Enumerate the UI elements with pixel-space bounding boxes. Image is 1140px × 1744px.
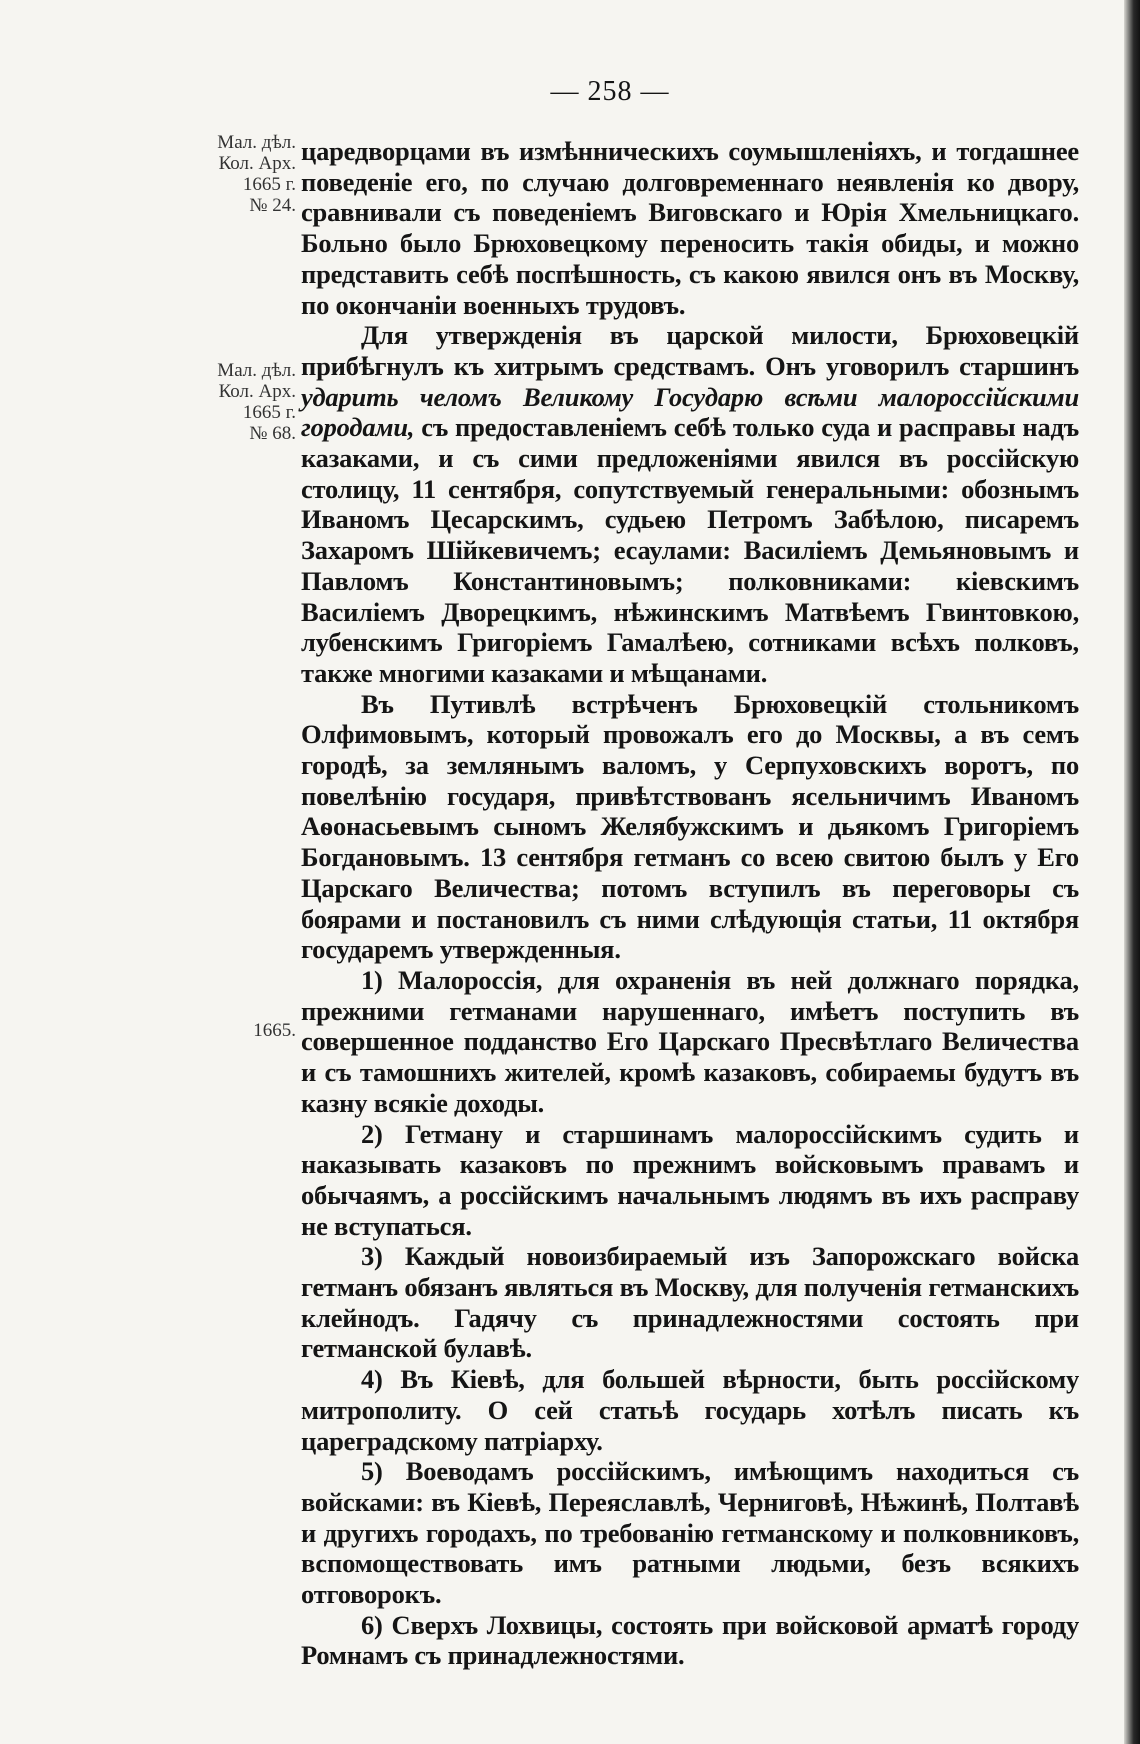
margin-note-archive-24 — [188, 132, 296, 216]
margin-note-archive-68 — [188, 360, 296, 444]
article-3: 3) Каждый новоизбираемый изъ Запорожскаго войска гетманъ обязанъ являться въ Москву, для полученія гетманскихъ клейнодъ. Гадячу съ принадлежностями состоять при гетманской булавѣ. — [301, 1241, 1079, 1364]
body-text — [301, 136, 1079, 1671]
page-number: — 258 — — [550, 76, 670, 107]
paragraph: царедворцами въ измѣнническихъ соумышленіяхъ, и тогдашнее поведеніе его, по случаю долговременнаго неявленія ко двору, сравнивали съ поведеніемъ Виговскаго и Юрія Хмельницкаго. Больно было Брюховецкому переносить такія обиды, и можно представить себѣ поспѣшность, съ какою явился онъ въ Москву, по окончаніи военныхъ трудовъ. — [301, 136, 1079, 320]
paragraph — [301, 320, 1079, 688]
paragraph-text: Для утвержденія въ царской милости, Брюховецкій прибѣгнулъ къ хитрымъ средствамъ. Онъ уговорилъ старшинъ — [301, 320, 1079, 381]
article-4: 4) Въ Кіевѣ, для большей вѣрности, быть россійскому митрополиту. О сей статьѣ государь хотѣлъ писать къ цареградскому патріарху. — [301, 1364, 1079, 1456]
paragraph: Въ Путивлѣ встрѣченъ Брюховецкій стольникомъ Олфимовымъ, который провожалъ его до Москвы, а въ семъ городѣ, за землянымъ валомъ, у Серпуховскихъ воротъ, по повелѣнію государя, привѣтствованъ ясельничимъ Иваномъ Аѳонасьевымъ сыномъ Желябужскимъ и дьякомъ Григоріемъ Богдановымъ. 13 сентября гетманъ со всею свитою былъ у Его Царскаго Величества; потомъ вступилъ въ переговоры съ боярами и постановилъ съ ними слѣдующія статьи, 11 октября государемъ утвержденныя. — [301, 688, 1079, 965]
margin-note-line: 1665 г. — [242, 402, 296, 423]
margin-note-year — [188, 1020, 296, 1041]
paragraph-text: съ предоставленіемъ себѣ только суда и расправы надъ казаками, и съ сими предложеніями явился въ россійскую столицу, 11 сентября, сопутствуемый генеральными: обознымъ Иваномъ Цесарскимъ, судьею Петромъ Забѣлою, писаремъ Захаромъ Шійкевичемъ; есаулами: Василіемъ Демьяновымъ и Павломъ Константиновымъ; полковниками: кіевскимъ Василіемъ Дворецкимъ, нѣжинскимъ Матвѣемъ Гвинтовкою, лубенскимъ Григоріемъ Гамалѣею, сотниками всѣхъ полковъ, также многими казаками и мѣщанами. — [301, 412, 1079, 688]
article-6: 6) Сверхъ Лохвицы, состоять при войсковой арматѣ городу Ромнамъ съ принадлежностями. — [301, 1609, 1079, 1671]
article-1: 1) Малороссія, для охраненія въ ней должнаго порядка, прежними гетманами нарушеннаго, имѣетъ поступить въ совершенное подданство Его Царскаго Пресвѣтлаго Величества и съ тамошнихъ жителей, кромѣ казаковъ, собираемы будутъ въ казну всякіе доходы. — [301, 964, 1079, 1118]
margin-note-line: № 68. — [249, 423, 296, 444]
margin-note-line: № 24. — [249, 195, 296, 216]
article-5: 5) Воеводамъ россійскимъ, имѣющимъ находиться съ войсками: въ Кіевѣ, Переяславлѣ, Черниговѣ, Нѣжинѣ, Полтавѣ и другихъ городахъ, по требованію гетманскому и полковниковъ, вспомоществовать имъ ратными людьми, безъ всякихъ отговорокъ. — [301, 1456, 1079, 1610]
margin-note-line: Мал. дѣл. — [217, 360, 296, 381]
article-2: 2) Гетману и старшинамъ малороссійскимъ судить и наказывать казаковъ по прежнимъ войсковымъ правамъ и обычаямъ, а россійскимъ начальнымъ людямъ въ ихъ расправу не вступаться. — [301, 1118, 1079, 1241]
page-edge-shadow — [1124, 0, 1140, 1744]
page-header — [0, 76, 1140, 108]
margin-note-line: Кол. Арх. — [218, 153, 296, 174]
italic-quote: ударить челомъ Великому Государю всѣми малороссійскими городами, — [301, 381, 1079, 443]
margin-note-line: Кол. Арх. — [218, 381, 296, 402]
margin-note-line: 1665. — [253, 1020, 296, 1041]
margin-note-line: Мал. дѣл. — [217, 132, 296, 153]
margin-note-line: 1665 г. — [242, 174, 296, 195]
